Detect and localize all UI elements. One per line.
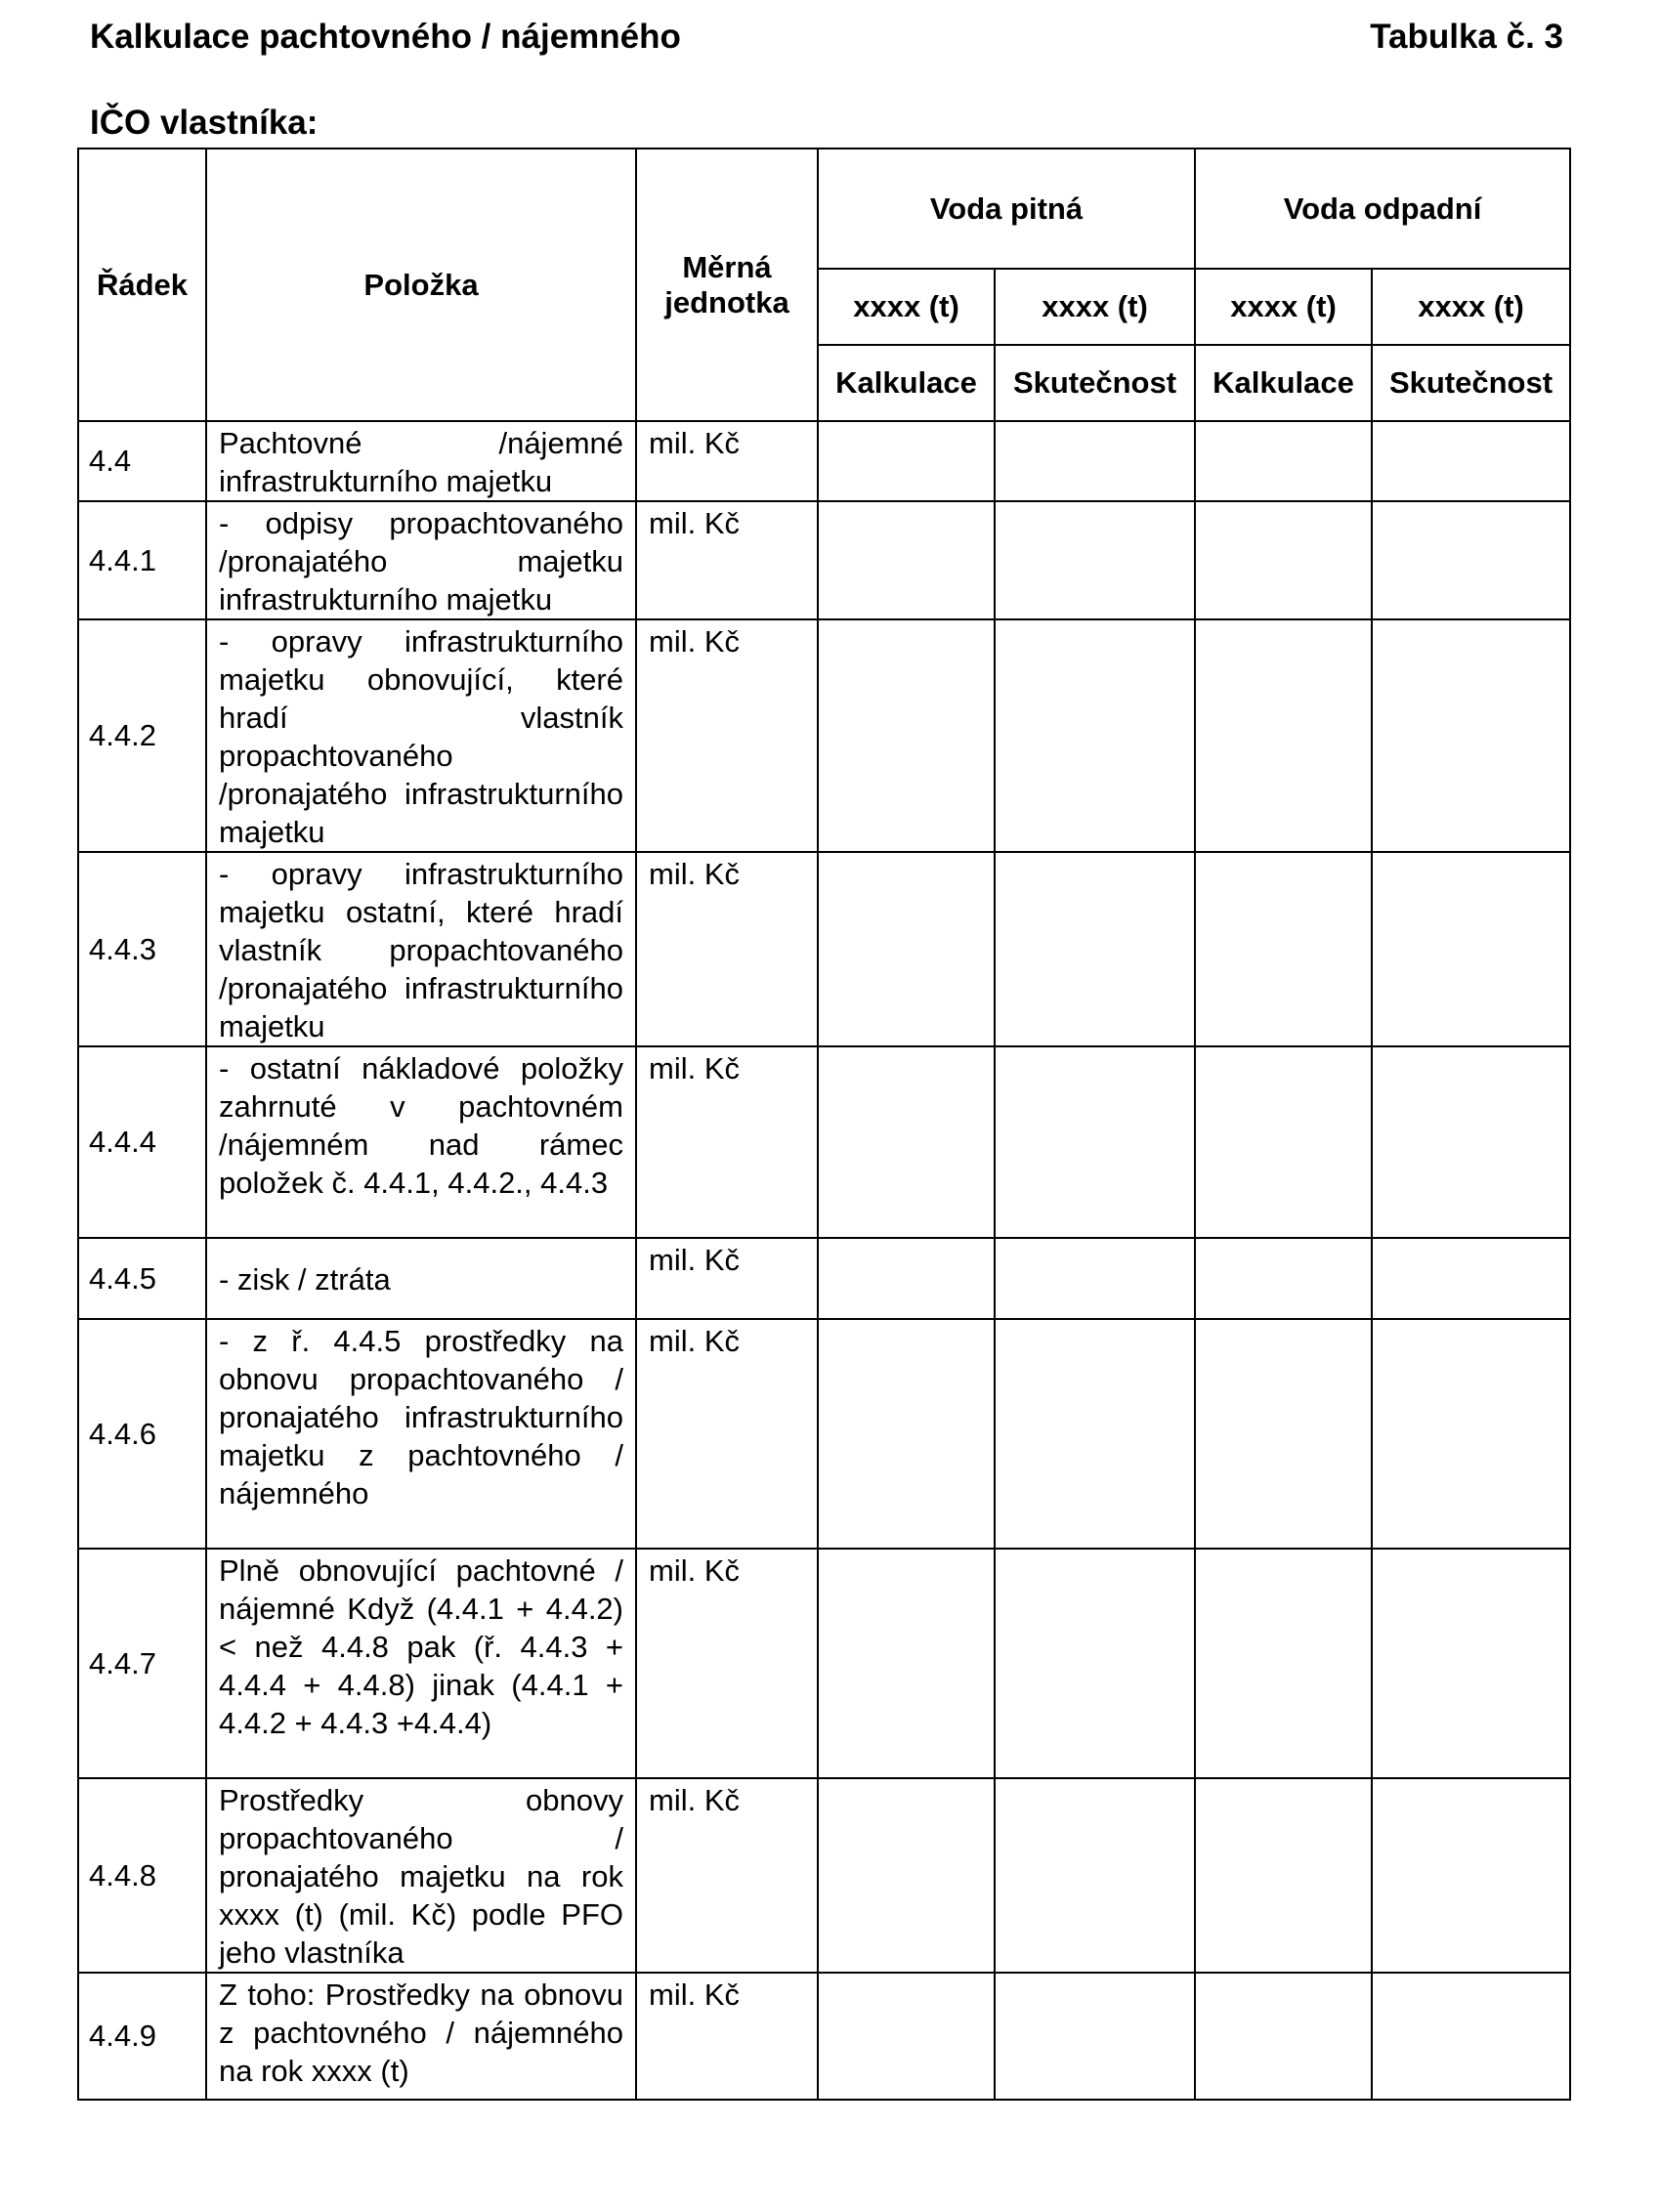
table-row [78, 421, 1570, 501]
row-number: 4.4.6 [78, 1319, 206, 1549]
row-item: Prostředky obnovy propachtovaného / pronajatého majetku na rok xxxx (t) (mil. Kč) podle PFO jeho vlastníka [206, 1778, 636, 1973]
header-actual: Skutečnost [1372, 345, 1570, 421]
row-unit: mil. Kč [636, 619, 818, 852]
row-number: 4.4.9 [78, 1973, 206, 2100]
row-item: - opravy infrastrukturního majetku ostatní, které hradí vlastník propachtovaného /pronajatého infrastrukturního majetku [206, 852, 636, 1046]
row-item: Pachtovné /nájemné infrastrukturního majetku [206, 421, 636, 501]
calculation-table [77, 148, 1571, 2101]
value-cell[interactable] [1195, 1778, 1372, 1973]
value-cell[interactable] [818, 1549, 995, 1778]
row-number: 4.4.4 [78, 1046, 206, 1238]
table-row [78, 1238, 1570, 1319]
table-row [78, 1778, 1570, 1973]
value-cell[interactable] [1195, 421, 1372, 501]
row-unit: mil. Kč [636, 501, 818, 619]
header-year: xxxx (t) [1195, 269, 1372, 345]
value-cell[interactable] [995, 619, 1195, 852]
value-cell[interactable] [995, 1238, 1195, 1319]
header-unit-line1: Měrná [682, 249, 772, 284]
value-cell[interactable] [818, 1319, 995, 1549]
row-unit: mil. Kč [636, 1319, 818, 1549]
row-item: - ostatní nákladové položky zahrnuté v pachtovném /nájemném nad rámec položek č. 4.4.1, 4.4.2., 4.4.3 [206, 1046, 636, 1238]
header-year: xxxx (t) [818, 269, 995, 345]
header-unit-line2: jednotka [664, 284, 789, 319]
value-cell[interactable] [995, 1046, 1195, 1238]
value-cell[interactable] [1372, 1973, 1570, 2100]
value-cell[interactable] [1372, 1046, 1570, 1238]
value-cell[interactable] [1195, 501, 1372, 619]
table-row [78, 1046, 1570, 1238]
row-unit: mil. Kč [636, 1778, 818, 1973]
header-year: xxxx (t) [1372, 269, 1570, 345]
value-cell[interactable] [1195, 852, 1372, 1046]
header-calculation: Kalkulace [818, 345, 995, 421]
header-item: Položka [206, 149, 636, 421]
value-cell[interactable] [995, 1319, 1195, 1549]
row-number: 4.4.3 [78, 852, 206, 1046]
table-number: Tabulka č. 3 [1370, 18, 1563, 56]
value-cell[interactable] [1195, 1319, 1372, 1549]
header-row-number: Řádek [78, 149, 206, 421]
row-unit: mil. Kč [636, 1973, 818, 2100]
value-cell[interactable] [995, 1973, 1195, 2100]
value-cell[interactable] [1372, 1778, 1570, 1973]
value-cell[interactable] [818, 1973, 995, 2100]
value-cell[interactable] [995, 852, 1195, 1046]
value-cell[interactable] [1195, 1046, 1372, 1238]
header-actual: Skutečnost [995, 345, 1195, 421]
value-cell[interactable] [995, 421, 1195, 501]
header-drinking-water: Voda pitná [818, 149, 1195, 269]
table-row [78, 501, 1570, 619]
value-cell[interactable] [818, 1046, 995, 1238]
value-cell[interactable] [818, 1778, 995, 1973]
value-cell[interactable] [1195, 1549, 1372, 1778]
row-number: 4.4.5 [78, 1238, 206, 1319]
row-item: - opravy infrastrukturního majetku obnovující, které hradí vlastník propachtovaného /pronajatého infrastrukturního majetku [206, 619, 636, 852]
value-cell[interactable] [1372, 1238, 1570, 1319]
header-calculation: Kalkulace [1195, 345, 1372, 421]
row-unit: mil. Kč [636, 852, 818, 1046]
header-year: xxxx (t) [995, 269, 1195, 345]
owner-id-label: IČO vlastníka: [90, 104, 319, 142]
value-cell[interactable] [818, 619, 995, 852]
row-item: - z ř. 4.4.5 prostředky na obnovu propachtovaného / pronajatého infrastrukturního majetku z pachtovného / nájemného [206, 1319, 636, 1549]
table-row [78, 619, 1570, 852]
row-item: - odpisy propachtovaného /pronajatého majetku infrastrukturního majetku [206, 501, 636, 619]
value-cell[interactable] [1372, 421, 1570, 501]
value-cell[interactable] [1372, 501, 1570, 619]
header-waste-water: Voda odpadní [1195, 149, 1570, 269]
value-cell[interactable] [1372, 852, 1570, 1046]
value-cell[interactable] [818, 501, 995, 619]
table-row [78, 1319, 1570, 1549]
value-cell[interactable] [818, 1238, 995, 1319]
value-cell[interactable] [1372, 619, 1570, 852]
table-row [78, 1973, 1570, 2100]
row-item: Plně obnovující pachtovné / nájemné Když (4.4.1 + 4.4.2)< než 4.4.8 pak (ř. 4.4.3 + 4.4.4 + 4.4.8) jinak (4.4.1 + 4.4.2 + 4.4.3 +4.4.4) [206, 1549, 636, 1778]
value-cell[interactable] [995, 501, 1195, 619]
page-title: Kalkulace pachtovného / nájemného [90, 18, 681, 56]
row-number: 4.4.8 [78, 1778, 206, 1973]
value-cell[interactable] [995, 1778, 1195, 1973]
header-unit [636, 149, 818, 421]
value-cell[interactable] [818, 852, 995, 1046]
table-row [78, 852, 1570, 1046]
row-unit: mil. Kč [636, 1549, 818, 1778]
row-number: 4.4 [78, 421, 206, 501]
value-cell[interactable] [1195, 619, 1372, 852]
row-item: Z toho: Prostředky na obnovu z pachtovného / nájemného na rok xxxx (t) [206, 1973, 636, 2100]
row-unit: mil. Kč [636, 421, 818, 501]
value-cell[interactable] [1195, 1973, 1372, 2100]
value-cell[interactable] [818, 421, 995, 501]
row-number: 4.4.2 [78, 619, 206, 852]
table-row [78, 1549, 1570, 1778]
row-number: 4.4.1 [78, 501, 206, 619]
value-cell[interactable] [995, 1549, 1195, 1778]
row-unit: mil. Kč [636, 1046, 818, 1238]
value-cell[interactable] [1372, 1549, 1570, 1778]
row-unit: mil. Kč [636, 1238, 818, 1319]
row-number: 4.4.7 [78, 1549, 206, 1778]
value-cell[interactable] [1195, 1238, 1372, 1319]
value-cell[interactable] [1372, 1319, 1570, 1549]
row-item: - zisk / ztráta [206, 1238, 636, 1319]
